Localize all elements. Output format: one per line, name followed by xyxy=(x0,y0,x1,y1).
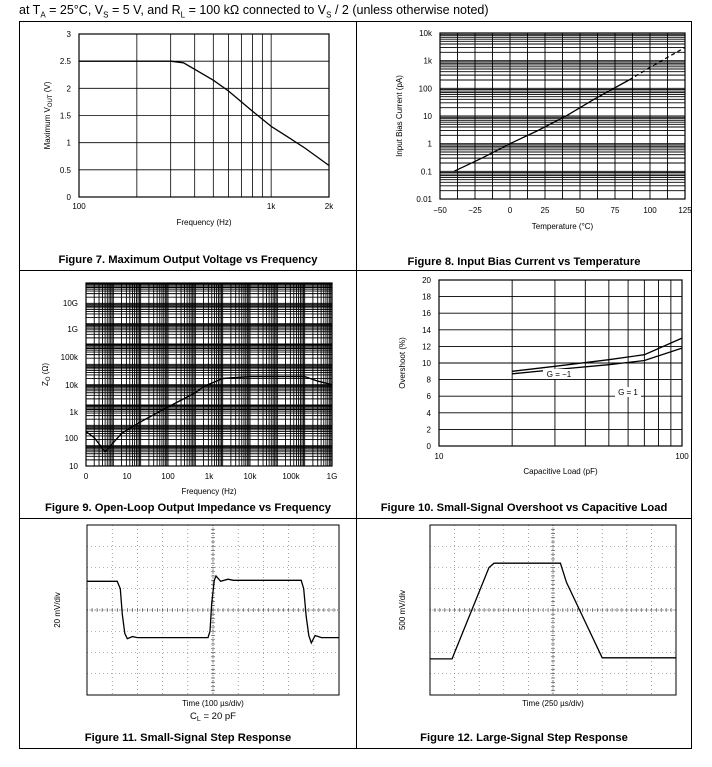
fig9-ylabel: $Z_O$ (Ω) xyxy=(41,362,52,387)
fig7-ytick: 1.5 xyxy=(59,111,71,121)
fig10-ytick: 18 xyxy=(422,292,431,302)
chart-fig7 xyxy=(20,22,358,272)
fig8-ytick: 100 xyxy=(418,84,432,94)
fig7-ytick: 0.5 xyxy=(59,165,71,175)
fig8-xtick: 75 xyxy=(610,206,620,215)
fig8-xtick: 50 xyxy=(575,206,585,215)
fig12-graticule xyxy=(430,525,676,695)
fig8-ylabel: Input Bias Current (pA) xyxy=(395,75,404,157)
fig8-ytick: 0.1 xyxy=(420,167,432,177)
fig12-xlabel: Time (250 µs/div) xyxy=(522,699,584,708)
cell-fig12 xyxy=(356,518,692,749)
fig10-ytick: 0 xyxy=(426,442,431,451)
fig10-ylabel: Overshoot (%) xyxy=(398,337,407,389)
fig9-ytick: 100 xyxy=(64,434,78,443)
cell-fig11 xyxy=(19,518,357,749)
fig8-ytick: 1k xyxy=(423,56,432,66)
fig9-ytick: 10k xyxy=(65,381,78,390)
fig8-xlabel: Temperature (°C) xyxy=(531,222,594,231)
fig10-label-g-pos1: G = 1 xyxy=(618,388,638,397)
fig8-ytick: 1 xyxy=(427,139,432,149)
fig10-xlabel: Capacitive Load (pF) xyxy=(523,467,598,476)
fig9-xlabel: Frequency (Hz) xyxy=(181,487,237,496)
fig11-graticule xyxy=(87,525,339,695)
fig9-xtick: 1G xyxy=(326,472,338,481)
figure-10-caption: Figure 10. Small-Signal Overshoot vs Capacitive Load xyxy=(380,502,668,514)
fig7-ytick: 0 xyxy=(66,193,71,202)
conditions-header: at $T_A = 25^\circ C$, $V_S = 5$ V, and $R_L = 100$ kΩ connected to $V_S / 2$ (unless otherwise noted) xyxy=(19,3,489,20)
figure-11-caption: Figure 11. Small-Signal Step Response xyxy=(84,732,292,744)
fig10-xtick: 10 xyxy=(434,452,444,461)
fig8-xtick: 125 xyxy=(678,206,692,215)
cell-fig10 xyxy=(356,270,692,519)
fig7-ytick: 3 xyxy=(66,30,71,39)
fig9-frame xyxy=(86,283,332,466)
fig8-grid xyxy=(440,33,685,199)
fig8-ytick: 10k xyxy=(419,29,432,38)
fig12-ylabel: 500 mV/div xyxy=(398,589,407,631)
figure-grid xyxy=(19,21,692,749)
fig8-xtick: 100 xyxy=(643,206,657,215)
chart-fig10 xyxy=(357,271,693,520)
fig8-ytick: 10 xyxy=(423,112,432,121)
chart-fig8 xyxy=(357,22,693,272)
figure-8-caption: Figure 8. Input Bias Current vs Temperature xyxy=(407,256,641,268)
fig7-xtick: 2k xyxy=(324,202,334,211)
figure-9-caption: Figure 9. Open-Loop Output Impedance vs Frequency xyxy=(45,502,331,514)
fig9-xtick: 1k xyxy=(204,472,214,481)
fig8-series-measured xyxy=(454,80,629,171)
fig9-xtick: 10k xyxy=(243,472,257,481)
fig9-xtick: 100k xyxy=(282,472,300,481)
fig10-ytick: 14 xyxy=(422,325,431,335)
fig8-xtick: −50 xyxy=(433,206,447,215)
fig10-grid xyxy=(439,280,682,446)
fig9-ytick: 1k xyxy=(69,408,78,417)
fig10-label-g-neg1: G = −1 xyxy=(546,370,572,379)
fig8-xtick: 0 xyxy=(507,206,513,215)
fig10-ytick: 2 xyxy=(426,425,431,435)
fig10-ytick: 10 xyxy=(422,359,431,368)
fig7-ylabel: Maximum $V_{OUT}$ (V) xyxy=(43,81,54,150)
fig7-ytick: 2 xyxy=(66,84,71,94)
fig9-xtick: 100 xyxy=(161,472,175,481)
chart-fig9 xyxy=(20,271,358,520)
fig10-ytick: 6 xyxy=(426,392,431,402)
figure-7-caption: Figure 7. Maximum Output Voltage vs Frequency xyxy=(58,254,318,266)
fig9-ytick: 10 xyxy=(69,462,78,471)
fig7-xtick: 100 xyxy=(72,202,86,211)
fig10-ytick: 20 xyxy=(422,276,431,285)
fig10-ytick: 16 xyxy=(422,309,431,319)
fig9-ytick: 100k xyxy=(60,353,78,362)
fig8-xtick: −25 xyxy=(468,206,482,215)
chart-fig11 xyxy=(20,519,358,750)
fig9-grid xyxy=(86,283,332,466)
fig7-xtick: 1k xyxy=(266,202,276,211)
fig7-grid xyxy=(79,34,329,197)
cell-fig9 xyxy=(19,270,357,519)
fig9-xtick: 0 xyxy=(83,472,89,481)
fig11-ylabel: 20 mV/div xyxy=(53,592,62,628)
fig9-ytick: 10G xyxy=(62,299,78,308)
fig10-ytick: 8 xyxy=(426,375,431,385)
fig10-ytick: 12 xyxy=(422,342,431,352)
fig7-series-line xyxy=(79,61,329,165)
fig9-xtick: 10 xyxy=(122,472,132,481)
fig9-ytick: 1G xyxy=(67,325,78,334)
fig11-load-note: $C_L = 20$ pF xyxy=(190,711,236,723)
chart-fig12 xyxy=(357,519,693,750)
fig11-xlabel: Time (100 µs/div) xyxy=(182,699,244,708)
fig7-ytick: 2.5 xyxy=(59,57,71,67)
fig8-ytick: 0.01 xyxy=(416,195,432,204)
fig7-ytick: 1 xyxy=(66,138,71,148)
cell-fig7 xyxy=(19,21,357,271)
fig8-xtick: 25 xyxy=(540,206,550,215)
fig7-xlabel: Frequency (Hz) xyxy=(176,218,232,227)
figure-12-caption: Figure 12. Large-Signal Step Response xyxy=(420,732,628,744)
cell-fig8 xyxy=(356,21,692,271)
fig10-xtick: 100 xyxy=(675,452,689,461)
fig10-ytick: 4 xyxy=(426,408,431,418)
